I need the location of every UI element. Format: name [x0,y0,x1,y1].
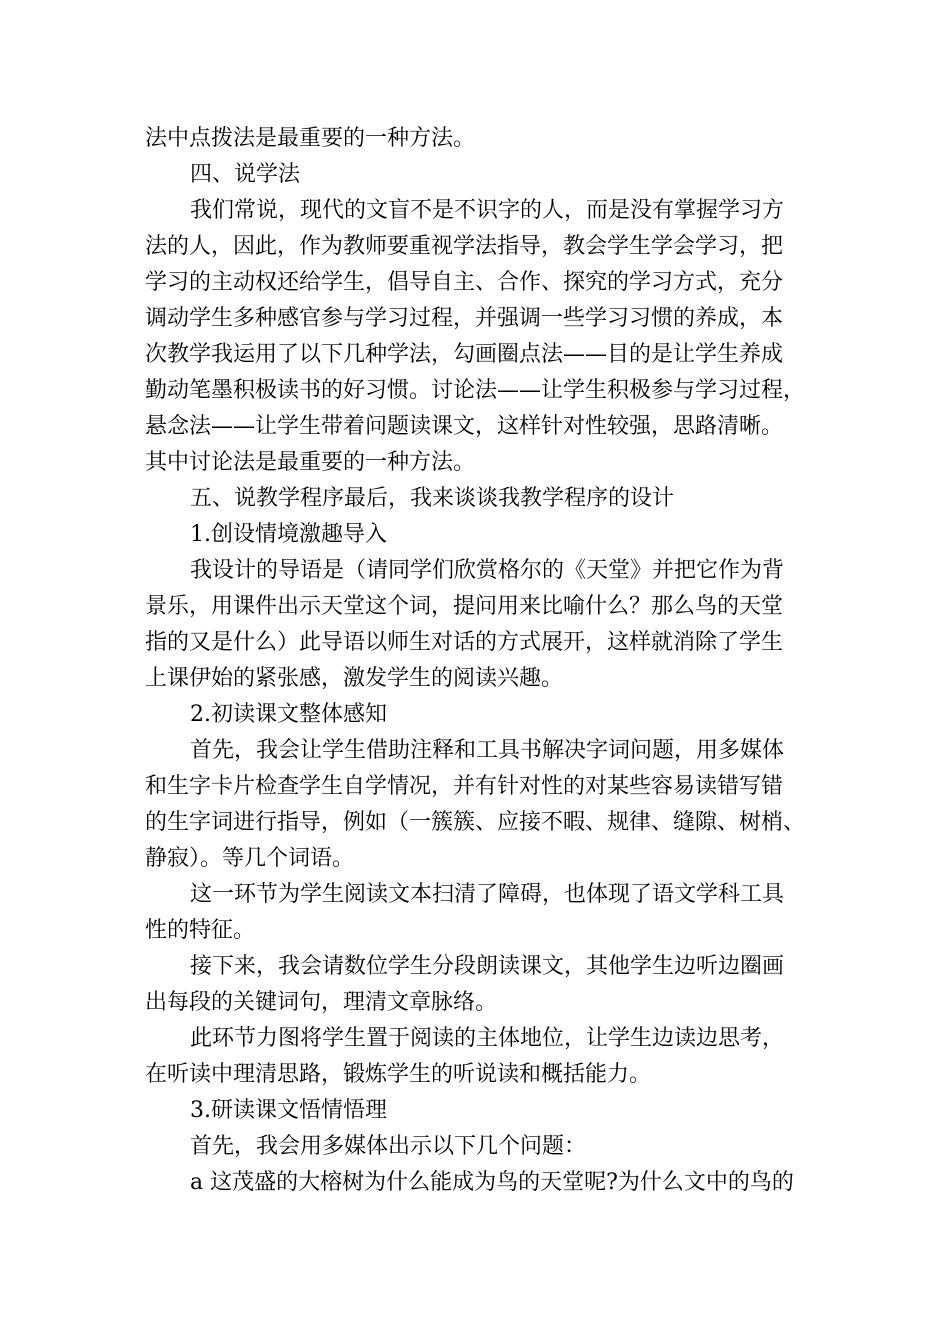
text-line: 指的又是什么）此导语以师生对话的方式展开，这样就消除了学生 [145,630,784,655]
text-line: 出每段的关键词句，理清文章脉络。 [145,990,498,1015]
section-heading: 五、说教学程序最后，我来谈谈我教学程序的设计 [190,486,675,511]
subsection-heading: 2.初读课文整体感知 [190,702,387,727]
text-line: a 这茂盛的大榕树为什么能成为鸟的天堂呢?为什么文中的鸟的 [190,1170,794,1195]
text-line: 的生字词进行指导，例如（一簇簇、应接不暇、规律、缝隙、树梢、 [145,810,806,835]
text-line: 上课伊始的紧张感，激发学生的阅读兴趣。 [145,666,564,691]
text-line: 其中讨论法是最重要的一种方法。 [145,450,476,475]
text-line: 勤动笔墨积极读书的好习惯。讨论法——让学生积极参与学习过程， [145,378,806,403]
text-line: 我设计的导语是（请同学们欣赏格尔的《天堂》并把它作为背 [190,558,785,583]
text-line: 法的人，因此，作为教师要重视学法指导，教会学生学会学习，把 [145,234,784,259]
text-line: 接下来，我会请数位学生分段朗读课文，其他学生边听边圈画 [190,954,785,979]
text-line: 我们常说，现代的文盲不是不识字的人，而是没有掌握学习方 [190,198,785,223]
text-line: 性的特征。 [145,918,256,943]
subsection-heading: 3.研读课文悟情悟理 [190,1098,387,1123]
text-line: 此环节力图将学生置于阅读的主体地位，让学生边读边思考， [190,1026,785,1051]
text-line: 在听读中理清思路，锻炼学生的听说读和概括能力。 [145,1062,652,1087]
text-line: 静寂）。等几个词语。 [145,846,355,871]
text-line: 调动学生多种感官参与学习过程，并强调一些学习习惯的养成，本 [145,306,784,331]
text-line: 悬念法——让学生带着问题读课文，这样针对性较强，思路清晰。 [145,414,784,439]
text-line: 次教学我运用了以下几种学法，勾画圈点法——目的是让学生养成 [145,342,784,367]
text-line: 首先，我会让学生借助注释和工具书解决字词问题，用多媒体 [190,738,785,763]
text-line: 和生字卡片检查学生自学情况，并有针对性的对某些容易读错写错 [145,774,784,799]
subsection-heading: 1.创设情境激趣导入 [190,522,387,547]
text-line: 这一环节为学生阅读文本扫清了障碍，也体现了语文学科工具 [190,882,785,907]
section-heading: 四、说学法 [190,162,301,187]
text-line: 学习的主动权还给学生，倡导自主、合作、探究的学习方式，充分 [145,270,784,295]
text-line: 景乐，用课件出示天堂这个词，提问用来比喻什么？那么鸟的天堂 [145,594,784,619]
text-line: 法中点拨法是最重要的一种方法。 [145,126,476,151]
text-line: 首先，我会用多媒体出示以下几个问题： [190,1134,587,1159]
